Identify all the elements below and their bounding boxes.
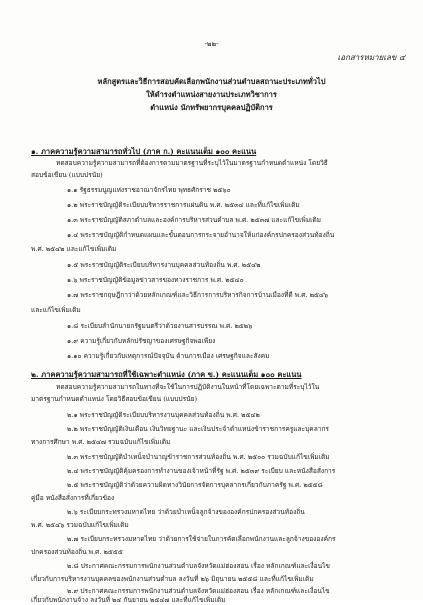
section-2-item: ๒.๓ พระราชบัญญัติบำเหน็จบำนาญข้าราชการส่วนท้องถิ่น พ.ศ. ๒๕๐๐ รวมฉบับแก้ไขเพิ่มเติม [67, 453, 330, 461]
section-2-item: ๒.๖ ระเบียบกระทรวงมหาดไทย ว่าด้วยบำเหน็จลูกจ้างขององค์กรปกครองส่วนท้องถิ่น [67, 508, 305, 516]
section-2-item: ๒.๒ พระราชบัญญัติเงินเดือน เงินวิทยฐานะ และเงินประจำตำแหน่งข้าราชการครูและบุคลากร [67, 425, 329, 433]
section-2-item: ๒.๕ พระราชบัญญัติว่าด้วยความผิดทางวินัยการจัดการบุคลากรเกี่ยวกับภาครัฐ พ.ศ. ๒๕๕๘ [67, 481, 323, 489]
section-1-item: ๑.๔ พระราชบัญญัติกำหนดแผนและขั้นตอนการกระจายอำนาจให้แก่องค์กรปกครองส่วนท้องถิ่น [67, 231, 335, 239]
section-2-item-continuation: เกี่ยวกับพนักงานจ้าง ลงวันที่ ๒๔ กันยายน ๒๕๔๗ และที่แก้ไขเพิ่มเติม [31, 596, 226, 604]
heading-line-3: ตำแหน่ง นักทรัพยากรบุคคลปฏิบัติการ [150, 103, 273, 112]
section-2-item: ๒.๗ ระเบียบกระทรวงมหาดไทย ว่าด้วยการใช้จ่ายในการคัดเลือกพนักงานและลูกจ้างขององค์กร [67, 535, 336, 543]
section-2-item: ๒.๘ ประกาศคณะกรรมการพนักงานส่วนตำบลจังหวัดแม่ฮ่องสอน เรื่อง หลักเกณฑ์และเงื่อนไข [67, 562, 330, 570]
section-1-item: ๑.๒ พระราชบัญญัติระเบียบบริหารราชการแผ่นดิน พ.ศ. ๒๕๓๔ และที่แก้ไขเพิ่มเติม [67, 201, 300, 209]
section-1-item: ๑.๘ ระเบียบสำนักนายกรัฐมนตรีว่าด้วยงานสารบรรณ พ.ศ. ๒๕๒๖ [67, 322, 253, 330]
section-1-item: ๑.๓ พระราชบัญญัติสภาตำบลและองค์การบริหารส่วนตำบล พ.ศ. ๒๕๓๗ และแก้ไขเพิ่มเติม [67, 216, 321, 224]
section-1-intro-line-1: ทดสอบความรู้ความสามารถที่ต้องการตามมาตรฐานที่ระบุไว้ในมาตรฐานกำหนดตำแหน่ง โดยวิธี [56, 159, 328, 167]
heading-line-2: ให้ดำรงตำแหน่งสายงานประเภทวิชาการ [146, 90, 277, 99]
section-2-item-continuation: ปกครองส่วนท้องถิ่น พ.ศ. ๒๕๕๕ [31, 548, 123, 556]
section-2-item-continuation: พ.ศ. ๒๕๔๖ รวมฉบับแก้ไขเพิ่มเติม [31, 521, 129, 529]
section-2-intro-line-1: ทดสอบความรู้ความสามารถในทางที่จะใช้ในการปฏิบัติงานในหน้าที่โดยเฉพาะตามที่ระบุไว้ใน [56, 383, 320, 391]
section-1-item: ๑.๕ พระราชบัญญัติระเบียบบริหารงานบุคคลส่วนท้องถิ่น พ.ศ. ๒๕๔๒ [67, 261, 261, 269]
heading-line-1: หลักสูตรและวิธีการสอบคัดเลือกพนักงานส่วนตำบลสถานะประเภททั่วไป [97, 77, 326, 86]
section-1-item: ๑.๙ ความรู้เกี่ยวกับหลักปรัชญาของเศรษฐกิจพอเพียง [67, 337, 216, 345]
section-1-item: ๑.๖ พระราชบัญญัติข้อมูลข่าวสารของทางราชการ พ.ศ. ๒๕๔๐ [67, 276, 244, 284]
section-2-item-continuation: ทางการศึกษา พ.ศ. ๒๕๔๗ รวมฉบับแก้ไขเพิ่มเติม [31, 438, 171, 446]
section-2-item: ๒.๑ พระราชบัญญัติระเบียบบริหารงานบุคคลส่วนท้องถิ่น พ.ศ. ๒๕๔๒ [67, 411, 260, 419]
section-1-item: ๑.๑ รัฐธรรมนูญแห่งราชอาณาจักรไทย พุทธศักราช ๒๕๖๐ [67, 186, 231, 194]
section-2-item-continuation: คู่มือ หนังสือสั่งการที่เกี่ยวข้อง [31, 494, 115, 502]
document-reference: เอกสารหมายเลข ๔ [337, 53, 405, 62]
section-2-item: ๒.๔ พระราชบัญญัติคุ้มครองการทำงานของเจ้าหน้าที่รัฐ พ.ศ. ๒๕๓๙ ระเบียบ และหนังสือสั่งการ [67, 467, 336, 475]
section-1-item-continuation: และแก้ไขเพิ่มเติม [31, 306, 81, 314]
section-1-title: ๑. ภาคความรู้ความสามารถทั่วไป (ภาค ก.) คะแนนเต็ม ๑๐๐ คะแนน [31, 147, 257, 156]
section-1-item-continuation: พ.ศ. ๒๕๔๒ และแก้ไขเพิ่มเติม [31, 245, 117, 253]
section-2-title: ๒. ภาคความรู้ความสามารถที่ใช้เฉพาะตำแหน่ง (ภาค ข.) คะแนนเต็ม ๑๐๐ คะแนน [31, 370, 302, 379]
section-1-item: ๑.๗ พระราชกฤษฎีกาว่าด้วยหลักเกณฑ์และวิธีการการบริหารกิจการบ้านเมืองที่ดี พ.ศ. ๒๕๔๖ [67, 291, 329, 299]
section-2-intro-line-2: มาตรฐานกำหนดตำแหน่ง โดยวิธีสอบข้อเขียน (แบบปรนัย) [31, 395, 198, 403]
section-1-item: ๑.๑๐ ความรู้เกี่ยวกับเหตุการณ์ปัจจุบัน ด้านการเมือง เศรษฐกิจและสังคม [67, 352, 270, 360]
section-1-intro-line-2: สอบข้อเขียน (แบบปรนัย) [31, 171, 103, 179]
section-2-item-continuation: เกี่ยวกับการบริหารงานบุคคลของพนักงานส่วนตำบล ลงวันที่ ๒๖ มิถุนายน ๒๕๕๘ และที่แก้ไขเพิ่มเติม [31, 575, 314, 583]
page-number: -๒๒- [204, 40, 219, 48]
section-2-item: ๒.๙ ประกาศคณะกรรมการพนักงานส่วนตำบลจังหวัดแม่ฮ่องสอน เรื่อง หลักเกณฑ์และเงื่อนไข [67, 587, 330, 595]
document-heading [0, 75, 423, 114]
